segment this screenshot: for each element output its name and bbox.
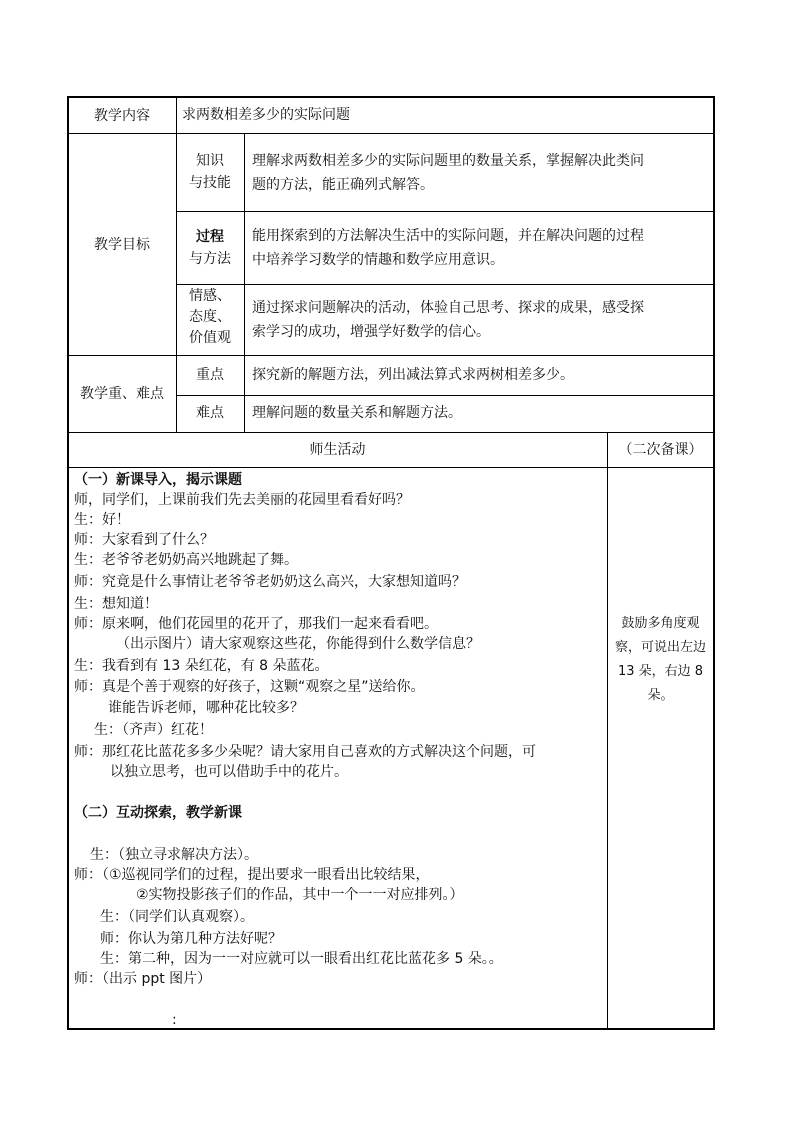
key-point-text: 探究新的解题方法，列出减法算式求两树相差多少。: [252, 367, 574, 383]
dialog-line: 师：真是个善于观察的好孩子，这颗“观察之星”送给你。: [74, 679, 425, 695]
dialog-line: 生：好！: [74, 512, 130, 528]
dialog-line: 师：那红花比蓝花多多少朵呢？请大家用自己喜欢的方式解决这个问题，可: [74, 744, 536, 760]
dialog-line: 生：老爷爷老奶奶高兴地跳起了舞。: [74, 552, 298, 568]
dialog-line: 以独立思考，也可以借助手中的花片。: [110, 764, 348, 780]
dialog-line: 谁能告诉老师，哪种花比较多？: [108, 700, 304, 716]
dialog-line: （出示图片）请大家观察这些花，你能得到什么数学信息？: [116, 636, 480, 652]
difficulty-label: 难点: [196, 405, 224, 421]
dialog-line: 师，同学们，上课前我们先去美丽的花园里看看好吗？: [74, 492, 410, 508]
dialog-line: 生：（齐声）红花！: [94, 722, 213, 738]
dialog-line: 生：我看到有 13 朵红花，有 8 朵蓝花。: [74, 658, 329, 674]
key-label: 教学重、难点: [80, 386, 164, 402]
dialog-line: 师：究竟是什么事情让老爷爷老奶奶这么高兴，大家想知道吗？: [74, 574, 466, 590]
goal-text-attitude: 通过探求问题解决的活动，体验自己思考、探求的成果，感受探 索学习的成功，增强学好数学的信心。: [252, 300, 644, 340]
goal-text-process: 能用探索到的方法解决生活中的实际问题，并在解决问题的过程 中培养学习数学的情趣和数学应用意识。: [252, 228, 644, 268]
side-column-header: （二次备课）: [618, 442, 703, 458]
section1-title: （一）新课导入，揭示课题: [74, 472, 242, 488]
dialog-line: 生：（同学们认真观察）。: [100, 909, 254, 925]
content-value: 求两数相差多少的实际问题: [182, 107, 350, 123]
dialog-line: 生：想知道！: [74, 596, 158, 612]
goal-text-knowledge: 理解求两数相差多少的实际问题里的数量关系，掌握解决此类问 题的方法，能正确列式解答。: [252, 153, 644, 193]
goals-label: 教学目标: [94, 237, 150, 253]
dialog-line: 师：（①巡视同学们的过程，提出要求一眼看出比较结果，: [74, 867, 430, 883]
dialog-line: 师：原来啊，他们花园里的花开了，那我们一起来看看吧。: [74, 616, 438, 632]
dialog-line: 师：大家看到了什么？: [74, 532, 214, 548]
goal-label-attitude: 情感、 态度、 价值观: [189, 288, 231, 346]
activity-column-header: 师生活动: [309, 442, 366, 458]
dialog-line: 师：你认为第几种方法好呢？: [100, 931, 282, 947]
goal-label-process: 过程 与方法: [189, 229, 231, 267]
dialog-line: ②实物投影孩子们的作品，其中一个一一对应排列。）: [136, 887, 464, 903]
dialog-line: 师：（出示 ppt 图片）: [74, 971, 212, 987]
side-note: 鼓励多角度观 察，可说出左边 13 朵，右边 8 朵。: [614, 616, 706, 703]
dialog-line: :: [172, 1012, 177, 1028]
section2-title: （二）互动探索，教学新课: [74, 805, 242, 821]
dialog-line: 生：（独立寻求解决方法）。: [90, 847, 258, 863]
goal-label-knowledge: 知识 与技能: [189, 153, 231, 191]
content-label: 教学内容: [94, 108, 150, 124]
key-point-label: 重点: [196, 367, 224, 383]
dialog-line: 生：第二种，因为一一对应就可以一眼看出红花比蓝花多 5 朵。。: [100, 951, 503, 967]
difficulty-text: 理解问题的数量关系和解题方法。: [252, 405, 462, 421]
